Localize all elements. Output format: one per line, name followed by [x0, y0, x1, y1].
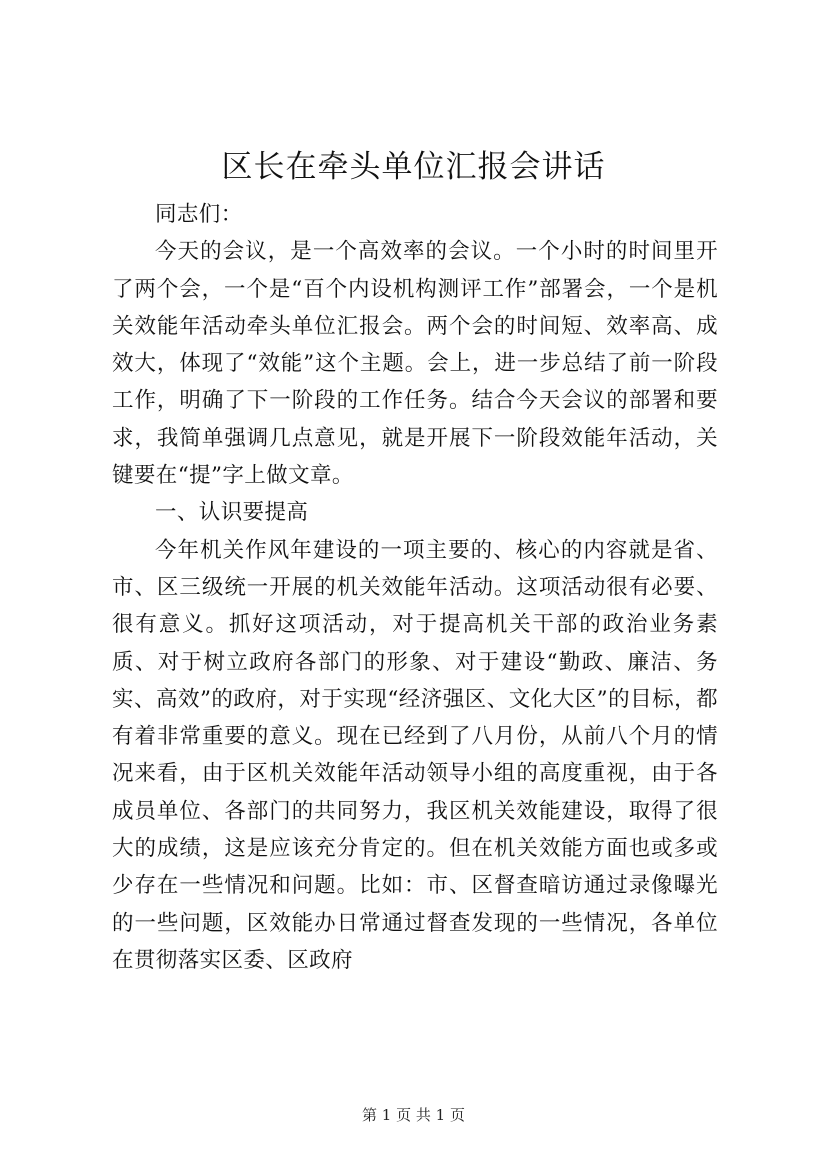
document-body [112, 196, 718, 979]
page-footer: 第 1 页 共 1 页 [362, 1106, 465, 1124]
salutation: 同志们： [155, 202, 243, 227]
intro-paragraph: 今天的会议，是一个高效率的会议。一个小时的时间里开了两个会，一个是“百个内设机构测评工作”部署会，一个是机关效能年活动牵头单位汇报会。两个会的时间短、效率高、成效大，体现了“效能”这个主题。会上，进一步总结了前一阶段工作，明确了下一阶段的工作任务。结合今天会议的部署和要求，我简单强调几点意见，就是开展下一阶段效能年活动，关键要在“提”字上做文章。 [112, 239, 718, 489]
section-heading: 一、认识要提高 [155, 500, 309, 526]
section-paragraph: 今年机关作风年建设的一项主要的、核心的内容就是省、市、区三级统一开展的机关效能年活动。这项活动很有必要、很有意义。抓好这项活动，对于提高机关干部的政治业务素质、对于树立政府各部门的形象、对于建设“勤政、廉洁、务实、高效”的政府，对于实现“经济强区、文化大区”的目标，都有着非常重要的意义。现在已经到了八月份，从前八个月的情况来看，由于区机关效能年活动领导小组的高度重视，由于各成员单位、各部门的共同努力，我区机关效能建设，取得了很大的成绩，这是应该充分肯定的。但在机关效能方面也或多或少存在一些情况和问题。比如：市、区督查暗访通过录像曝光的一些问题，区效能办日常通过督查发现的一些情况，各单位在贯彻落实区委、区政府 [112, 537, 718, 973]
document-title: 区长在牵头单位汇报会讲话 [221, 149, 606, 185]
